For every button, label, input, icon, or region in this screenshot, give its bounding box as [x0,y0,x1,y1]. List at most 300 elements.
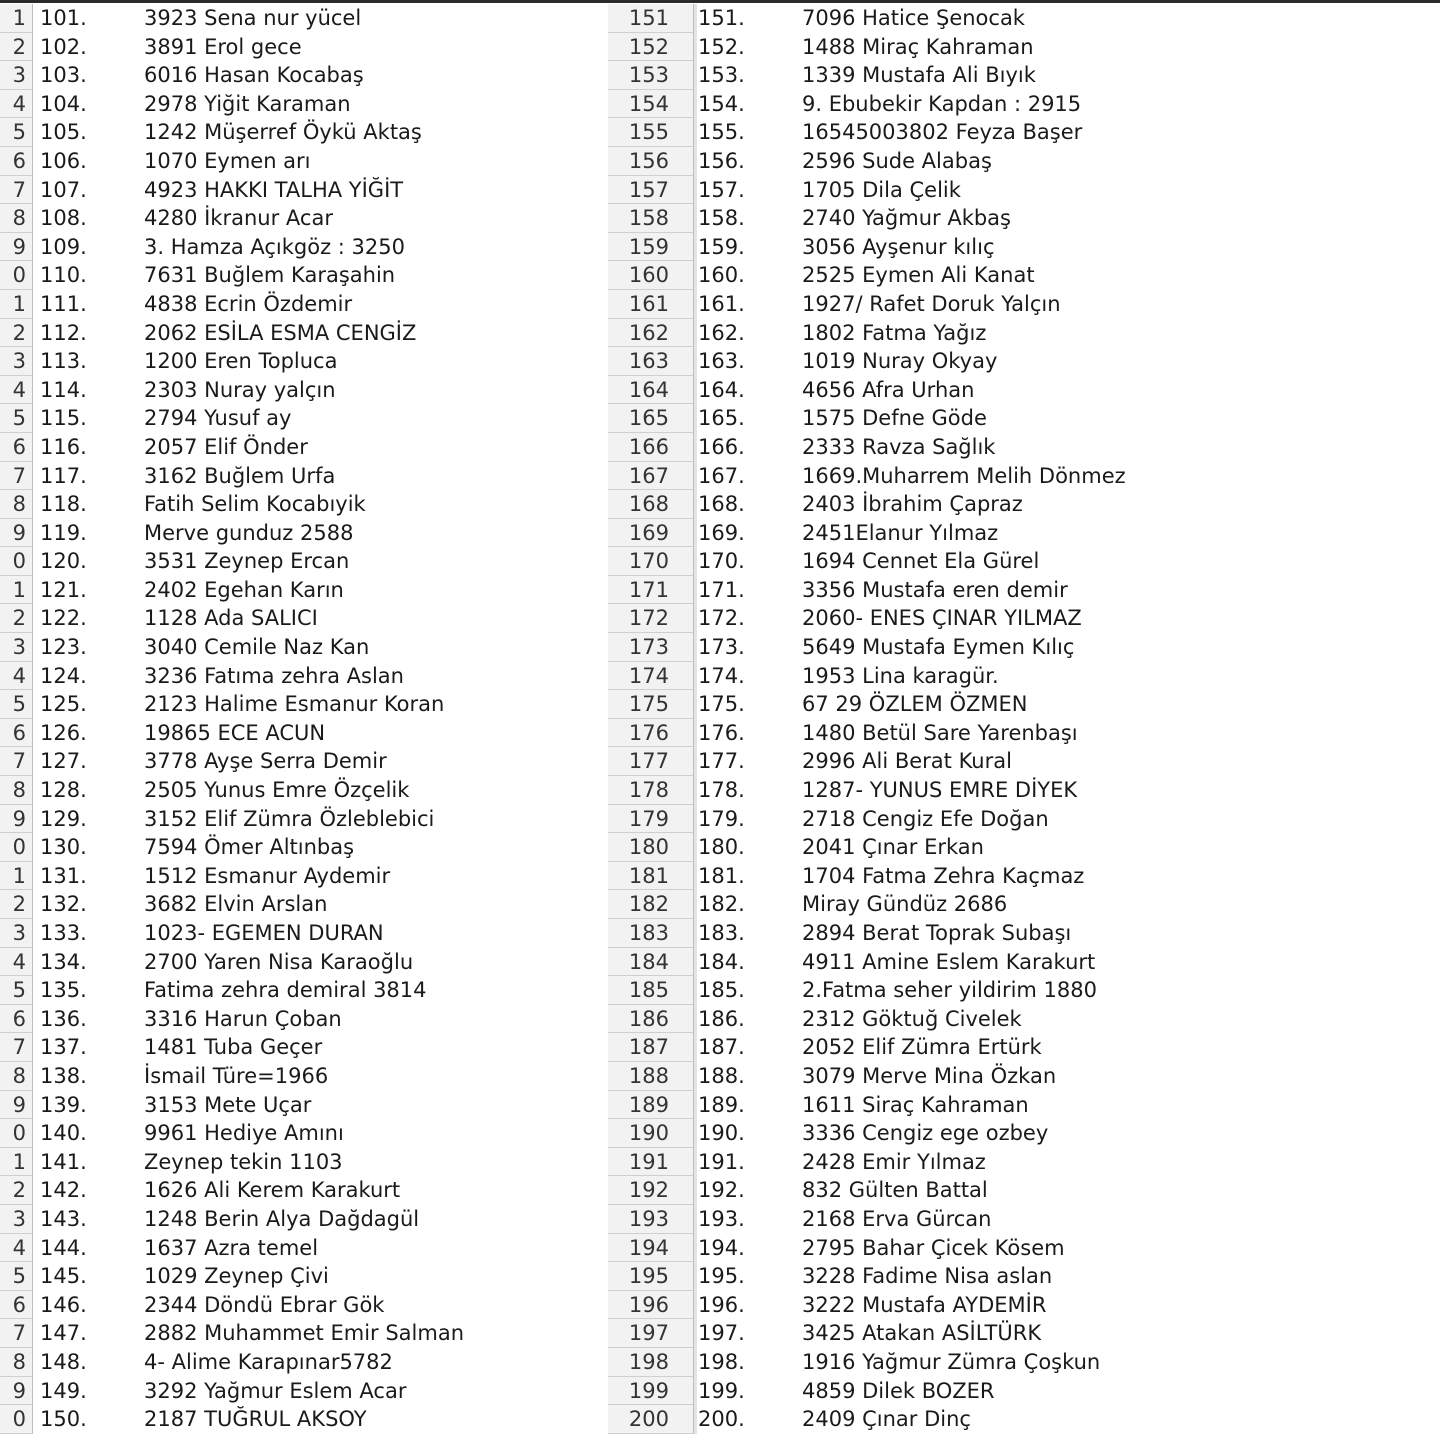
index-cell[interactable]: 146. [40,1292,87,1317]
row-header[interactable]: 166 [608,433,694,462]
index-cell[interactable]: 194. [698,1235,745,1260]
row-header[interactable] [0,1176,33,1205]
index-cell[interactable]: 193. [698,1206,745,1231]
row-header[interactable]: 153 [608,61,694,90]
name-cell[interactable]: 3. Hamza Açıkgöz : 3250 [144,234,406,259]
row-header[interactable]: 159 [608,233,694,262]
name-cell[interactable]: 2428 Emir Yılmaz [802,1149,986,1174]
index-cell[interactable]: 178. [698,778,745,803]
row-header[interactable]: 177 [608,747,694,776]
row-header[interactable] [0,90,33,119]
row-header[interactable] [0,1091,33,1120]
name-cell[interactable]: 19865 ECE ACUN [144,720,326,745]
name-cell[interactable]: 9961 Hediye Amını [144,1121,344,1146]
name-cell[interactable]: 3292 Yağmur Eslem Acar [144,1378,407,1403]
row-header[interactable] [0,176,33,205]
index-cell[interactable]: 166. [698,434,745,459]
index-cell[interactable]: 112. [40,320,87,345]
index-cell[interactable]: 140. [40,1121,87,1146]
name-cell[interactable]: 2062 ESİLA ESMA CENGİZ [144,320,417,345]
index-cell[interactable]: 121. [40,577,87,602]
row-header[interactable] [0,1319,33,1348]
index-cell[interactable]: 147. [40,1321,87,1346]
index-cell[interactable]: 144. [40,1235,87,1260]
row-header[interactable] [0,576,33,605]
index-cell[interactable]: 191. [698,1149,745,1174]
name-cell[interactable]: 3531 Zeynep Ercan [144,549,350,574]
row-header[interactable] [0,1119,33,1148]
name-cell[interactable]: 3316 Harun Çoban [144,1006,342,1031]
index-cell[interactable]: 124. [40,663,87,688]
row-header[interactable] [0,1005,33,1034]
row-header[interactable]: 190 [608,1119,694,1148]
row-header[interactable] [0,61,33,90]
name-cell[interactable]: 1575 Defne Göde [802,406,987,431]
row-header[interactable] [0,1148,33,1177]
name-cell[interactable]: 2052 Elif Zümra Ertürk [802,1035,1042,1060]
name-cell[interactable]: 1070 Eymen arı [144,148,311,173]
row-header[interactable]: 154 [608,90,694,119]
row-header[interactable] [0,890,33,919]
row-header[interactable] [0,204,33,233]
index-cell[interactable]: 176. [698,720,745,745]
row-header[interactable]: 151 [608,4,694,33]
index-cell[interactable]: 136. [40,1006,87,1031]
name-cell[interactable]: 4280 İkranur Acar [144,206,333,231]
row-header[interactable] [0,1205,33,1234]
row-header[interactable]: 185 [608,976,694,1005]
name-cell[interactable]: 1339 Mustafa Ali Bıyık [802,63,1036,88]
row-header[interactable] [0,776,33,805]
row-header[interactable] [0,118,33,147]
row-header[interactable]: 170 [608,547,694,576]
row-header[interactable] [0,1033,33,1062]
row-header[interactable]: 186 [608,1005,694,1034]
row-header[interactable]: 180 [608,833,694,862]
row-header[interactable] [0,147,33,176]
row-header[interactable]: 184 [608,948,694,977]
index-cell[interactable]: 104. [40,91,87,116]
index-cell[interactable]: 149. [40,1378,87,1403]
row-header[interactable] [0,462,33,491]
index-cell[interactable]: 196. [698,1292,745,1317]
row-header[interactable] [0,519,33,548]
name-cell[interactable]: 1481 Tuba Geçer [144,1035,323,1060]
name-cell[interactable]: 3923 Sena nur yücel [144,6,362,30]
name-cell[interactable]: 2894 Berat Toprak Subaşı [802,921,1072,945]
row-header[interactable]: 192 [608,1176,694,1205]
index-cell[interactable]: 141. [40,1149,87,1174]
name-cell[interactable]: Zeynep tekin 1103 [144,1149,343,1174]
index-cell[interactable]: 169. [698,520,745,545]
index-cell[interactable]: 120. [40,549,87,574]
name-cell[interactable]: 3778 Ayşe Serra Demir [144,749,387,774]
index-cell[interactable]: 182. [698,892,745,917]
index-cell[interactable]: 192. [698,1178,745,1203]
index-cell[interactable]: 199. [698,1378,745,1403]
index-cell[interactable]: 189. [698,1092,745,1117]
index-cell[interactable]: 197. [698,1321,745,1346]
row-header[interactable]: 165 [608,404,694,433]
index-cell[interactable]: 106. [40,148,87,173]
index-cell[interactable]: 188. [698,1063,745,1088]
row-header[interactable]: 158 [608,204,694,233]
index-cell[interactable]: 200. [698,1407,745,1432]
row-header[interactable] [0,233,33,262]
row-header[interactable]: 195 [608,1262,694,1291]
index-cell[interactable]: 130. [40,835,87,860]
index-cell[interactable]: 171. [698,577,745,602]
row-header[interactable]: 161 [608,290,694,319]
index-cell[interactable]: 127. [40,749,87,774]
row-header[interactable]: 189 [608,1091,694,1120]
name-cell[interactable]: 67 29 ÖZLEM ÖZMEN [802,692,1028,717]
index-cell[interactable]: 181. [698,863,745,888]
index-cell[interactable]: 187. [698,1035,745,1060]
index-cell[interactable]: 126. [40,720,87,745]
name-cell[interactable]: 1916 Yağmur Zümra Çoşkun [802,1349,1101,1374]
row-header[interactable]: 155 [608,118,694,147]
row-header[interactable] [0,4,33,33]
name-cell[interactable]: 16545003802 Feyza Başer [802,120,1083,145]
name-cell[interactable]: Fatih Selim Kocabıyik [144,492,366,517]
row-header[interactable]: 164 [608,376,694,405]
name-cell[interactable]: 3682 Elvin Arslan [144,892,328,917]
index-cell[interactable]: 195. [698,1264,745,1289]
index-cell[interactable]: 135. [40,978,87,1003]
row-header[interactable]: 188 [608,1062,694,1091]
name-cell[interactable]: 2402 Egehan Karın [144,577,344,602]
name-cell[interactable]: 2187 TUĞRUL AKSOY [144,1407,367,1432]
index-cell[interactable]: 160. [698,263,745,288]
index-cell[interactable]: 138. [40,1063,87,1088]
name-cell[interactable]: 7594 Ömer Altınbaş [144,835,355,860]
index-cell[interactable]: 110. [40,263,87,288]
name-cell[interactable]: 1704 Fatma Zehra Kaçmaz [802,863,1085,888]
name-cell[interactable]: Merve gunduz 2588 [144,520,354,545]
name-cell[interactable]: 1128 Ada SALICI [144,606,318,631]
row-header[interactable] [0,404,33,433]
index-cell[interactable]: 128. [40,778,87,803]
row-header[interactable] [0,376,33,405]
name-cell[interactable]: 3236 Fatıma zehra Aslan [144,663,404,688]
name-cell[interactable]: 2403 İbrahim Çapraz [802,492,1023,517]
index-cell[interactable]: 151. [698,6,745,30]
name-cell[interactable]: 1611 Siraç Kahraman [802,1092,1029,1117]
row-header[interactable] [0,719,33,748]
index-cell[interactable]: 165. [698,406,745,431]
index-cell[interactable]: 174. [698,663,745,688]
name-cell[interactable]: 4923 HAKKI TALHA YİĞİT [144,177,404,202]
row-header[interactable]: 198 [608,1348,694,1377]
row-header[interactable]: 160 [608,261,694,290]
row-header[interactable] [0,805,33,834]
name-cell[interactable]: 2795 Bahar Çicek Kösem [802,1235,1065,1260]
name-cell[interactable]: 2344 Döndü Ebrar Gök [144,1292,385,1317]
index-cell[interactable]: 152. [698,34,745,59]
index-cell[interactable]: 117. [40,463,87,488]
name-cell[interactable]: 1019 Nuray Okyay [802,349,998,374]
row-header[interactable]: 169 [608,519,694,548]
name-cell[interactable]: 4- Alime Karapınar5782 [144,1349,393,1374]
row-header[interactable] [0,747,33,776]
row-header[interactable] [0,547,33,576]
name-cell[interactable]: 1669.Muharrem Melih Dönmez [802,463,1126,488]
row-header[interactable]: 178 [608,776,694,805]
name-cell[interactable]: 2333 Ravza Sağlık [802,434,996,459]
index-cell[interactable]: 125. [40,692,87,717]
name-cell[interactable]: 1705 Dila Çelik [802,177,961,202]
index-cell[interactable]: 158. [698,206,745,231]
name-cell[interactable]: Fatima zehra demiral 3814 [144,978,427,1003]
index-cell[interactable]: 114. [40,377,87,402]
name-cell[interactable]: 1248 Berin Alya Dağdagül [144,1206,420,1231]
index-cell[interactable]: 101. [40,6,87,30]
row-header[interactable] [0,490,33,519]
name-cell[interactable]: 2303 Nuray yalçın [144,377,336,402]
index-cell[interactable]: 102. [40,34,87,59]
index-cell[interactable]: 148. [40,1349,87,1374]
row-header[interactable] [0,1291,33,1320]
row-header[interactable]: 194 [608,1234,694,1263]
row-header[interactable] [0,290,33,319]
index-cell[interactable]: 132. [40,892,87,917]
name-cell[interactable]: 9. Ebubekir Kapdan : 2915 [802,91,1082,116]
name-cell[interactable]: 2740 Yağmur Akbaş [802,206,1011,231]
name-cell[interactable]: 1694 Cennet Ela Gürel [802,549,1040,574]
row-header[interactable]: 191 [608,1148,694,1177]
row-header[interactable]: 183 [608,919,694,948]
name-cell[interactable]: 2057 Elif Önder [144,434,308,459]
name-cell[interactable]: 1637 Azra temel [144,1235,319,1260]
index-cell[interactable]: 155. [698,120,745,145]
name-cell[interactable]: 3079 Merve Mina Özkan [802,1063,1057,1088]
row-header[interactable]: 173 [608,633,694,662]
row-header[interactable] [0,261,33,290]
row-header[interactable]: 152 [608,33,694,62]
row-header[interactable] [0,1405,33,1434]
index-cell[interactable]: 173. [698,635,745,660]
name-cell[interactable]: 2794 Yusuf ay [144,406,292,431]
name-cell[interactable]: 1512 Esmanur Aydemir [144,863,391,888]
index-cell[interactable]: 115. [40,406,87,431]
name-cell[interactable]: 3153 Mete Uçar [144,1092,312,1117]
row-header[interactable]: 168 [608,490,694,519]
index-cell[interactable]: 180. [698,835,745,860]
name-cell[interactable]: 4656 Afra Urhan [802,377,975,402]
name-cell[interactable]: 3040 Cemile Naz Kan [144,635,370,660]
name-cell[interactable]: 3228 Fadime Nisa aslan [802,1264,1053,1289]
name-cell[interactable]: 3336 Cengiz ege ozbey [802,1121,1049,1146]
name-cell[interactable]: 1480 Betül Sare Yarenbaşı [802,720,1078,745]
name-cell[interactable]: 1287- YUNUS EMRE DİYEK [802,778,1078,803]
row-header[interactable] [0,347,33,376]
row-header[interactable]: 171 [608,576,694,605]
index-cell[interactable]: 108. [40,206,87,231]
row-header[interactable]: 156 [608,147,694,176]
name-cell[interactable]: 3425 Atakan ASİLTÜRK [802,1321,1042,1346]
name-cell[interactable]: 832 Gülten Battal [802,1178,988,1203]
row-header[interactable] [0,1377,33,1406]
row-header[interactable]: 163 [608,347,694,376]
name-cell[interactable]: 1802 Fatma Yağız [802,320,987,345]
row-header[interactable] [0,662,33,691]
index-cell[interactable]: 123. [40,635,87,660]
index-cell[interactable]: 118. [40,492,87,517]
name-cell[interactable]: 3152 Elif Zümra Özleblebici [144,806,435,831]
name-cell[interactable]: 1626 Ali Kerem Karakurt [144,1178,401,1203]
index-cell[interactable]: 159. [698,234,745,259]
index-cell[interactable]: 131. [40,863,87,888]
name-cell[interactable]: 2996 Ali Berat Kural [802,749,1012,774]
index-cell[interactable]: 154. [698,91,745,116]
name-cell[interactable]: 2596 Sude Alabaş [802,148,992,173]
name-cell[interactable]: 2168 Erva Gürcan [802,1206,992,1231]
index-cell[interactable]: 184. [698,949,745,974]
index-cell[interactable]: 105. [40,120,87,145]
index-cell[interactable]: 156. [698,148,745,173]
index-cell[interactable]: 190. [698,1121,745,1146]
name-cell[interactable]: 1029 Zeynep Çivi [144,1264,329,1289]
index-cell[interactable]: 186. [698,1006,745,1031]
row-header[interactable] [0,690,33,719]
name-cell[interactable]: 2525 Eymen Ali Kanat [802,263,1035,288]
name-cell[interactable]: 1927/ Rafet Doruk Yalçın [802,291,1061,316]
index-cell[interactable]: 179. [698,806,745,831]
row-header[interactable] [0,976,33,1005]
index-cell[interactable]: 153. [698,63,745,88]
row-header[interactable] [0,633,33,662]
row-header[interactable] [0,1234,33,1263]
row-header[interactable]: 197 [608,1319,694,1348]
name-cell[interactable]: Miray Gündüz 2686 [802,892,1008,917]
name-cell[interactable]: 2.Fatma seher yildirim 1880 [802,978,1097,1003]
index-cell[interactable]: 168. [698,492,745,517]
name-cell[interactable]: 2409 Çınar Dinç [802,1407,971,1432]
index-cell[interactable]: 157. [698,177,745,202]
name-cell[interactable]: 1953 Lina karagür. [802,663,999,688]
name-cell[interactable]: 3162 Buğlem Urfa [144,463,336,488]
name-cell[interactable]: 4911 Amine Eslem Karakurt [802,949,1096,974]
index-cell[interactable]: 163. [698,349,745,374]
index-cell[interactable]: 139. [40,1092,87,1117]
index-cell[interactable]: 107. [40,177,87,202]
row-header[interactable] [0,919,33,948]
row-header[interactable]: 182 [608,890,694,919]
name-cell[interactable]: 2718 Cengiz Efe Doğan [802,806,1049,831]
row-header[interactable]: 174 [608,662,694,691]
name-cell[interactable]: 4859 Dilek BOZER [802,1378,995,1403]
row-header[interactable] [0,319,33,348]
row-header[interactable] [0,604,33,633]
name-cell[interactable]: 7631 Buğlem Karaşahin [144,263,396,288]
name-cell[interactable]: 2060- ENES ÇINAR YILMAZ [802,606,1082,631]
index-cell[interactable]: 109. [40,234,87,259]
index-cell[interactable]: 175. [698,692,745,717]
name-cell[interactable]: 3356 Mustafa eren demir [802,577,1068,602]
row-header[interactable]: 167 [608,462,694,491]
index-cell[interactable]: 134. [40,949,87,974]
index-cell[interactable]: 167. [698,463,745,488]
row-header[interactable] [0,833,33,862]
index-cell[interactable]: 111. [40,291,87,316]
name-cell[interactable]: 1242 Müşerref Öykü Aktaş [144,120,422,145]
name-cell[interactable]: 1200 Eren Topluca [144,349,338,374]
row-header[interactable] [0,33,33,62]
row-header[interactable]: 200 [608,1405,694,1434]
row-header[interactable]: 172 [608,604,694,633]
index-cell[interactable]: 170. [698,549,745,574]
index-cell[interactable]: 198. [698,1349,745,1374]
row-header[interactable] [0,433,33,462]
index-cell[interactable]: 137. [40,1035,87,1060]
index-cell[interactable]: 164. [698,377,745,402]
row-header[interactable] [0,1348,33,1377]
name-cell[interactable]: 2882 Muhammet Emir Salman [144,1321,465,1346]
index-cell[interactable]: 183. [698,921,745,945]
index-cell[interactable]: 172. [698,606,745,631]
row-header[interactable]: 175 [608,690,694,719]
row-header[interactable]: 187 [608,1033,694,1062]
name-cell[interactable]: 2123 Halime Esmanur Koran [144,692,445,717]
row-header[interactable]: 157 [608,176,694,205]
name-cell[interactable]: 5649 Mustafa Eymen Kılıç [802,635,1075,660]
name-cell[interactable]: 4838 Ecrin Özdemir [144,291,353,316]
name-cell[interactable]: 3222 Mustafa AYDEMİR [802,1292,1047,1317]
index-cell[interactable]: 116. [40,434,87,459]
row-header[interactable]: 176 [608,719,694,748]
row-header[interactable]: 196 [608,1291,694,1320]
name-cell[interactable]: 1023- EGEMEN DURAN [144,921,384,945]
name-cell[interactable]: 2505 Yunus Emre Özçelik [144,778,410,803]
row-header[interactable]: 193 [608,1205,694,1234]
index-cell[interactable]: 143. [40,1206,87,1231]
row-header[interactable] [0,948,33,977]
row-header[interactable]: 199 [608,1377,694,1406]
index-cell[interactable]: 129. [40,806,87,831]
index-cell[interactable]: 161. [698,291,745,316]
name-cell[interactable]: İsmail Türe=1966 [144,1063,329,1088]
index-cell[interactable]: 150. [40,1407,87,1432]
index-cell[interactable]: 133. [40,921,87,945]
name-cell[interactable]: 7096 Hatice Şenocak [802,6,1025,30]
index-cell[interactable]: 142. [40,1178,87,1203]
name-cell[interactable]: 2312 Göktuğ Civelek [802,1006,1022,1031]
row-header[interactable] [0,1062,33,1091]
row-header[interactable] [0,1262,33,1291]
index-cell[interactable]: 119. [40,520,87,545]
name-cell[interactable]: 1488 Miraç Kahraman [802,34,1034,59]
name-cell[interactable]: 3891 Erol gece [144,34,302,59]
index-cell[interactable]: 113. [40,349,87,374]
index-cell[interactable]: 103. [40,63,87,88]
row-header[interactable]: 162 [608,319,694,348]
index-cell[interactable]: 185. [698,978,745,1003]
name-cell[interactable]: 2978 Yiğit Karaman [144,91,351,116]
row-header[interactable] [0,862,33,891]
name-cell[interactable]: 2700 Yaren Nisa Karaoğlu [144,949,414,974]
index-cell[interactable]: 122. [40,606,87,631]
name-cell[interactable]: 2041 Çınar Erkan [802,835,984,860]
index-cell[interactable]: 177. [698,749,745,774]
index-cell[interactable]: 162. [698,320,745,345]
name-cell[interactable]: 2451Elanur Yılmaz [802,520,999,545]
row-header[interactable]: 179 [608,805,694,834]
name-cell[interactable]: 6016 Hasan Kocabaş [144,63,364,88]
name-cell[interactable]: 3056 Ayşenur kılıç [802,234,995,259]
row-header[interactable]: 181 [608,862,694,891]
index-cell[interactable]: 145. [40,1264,87,1289]
